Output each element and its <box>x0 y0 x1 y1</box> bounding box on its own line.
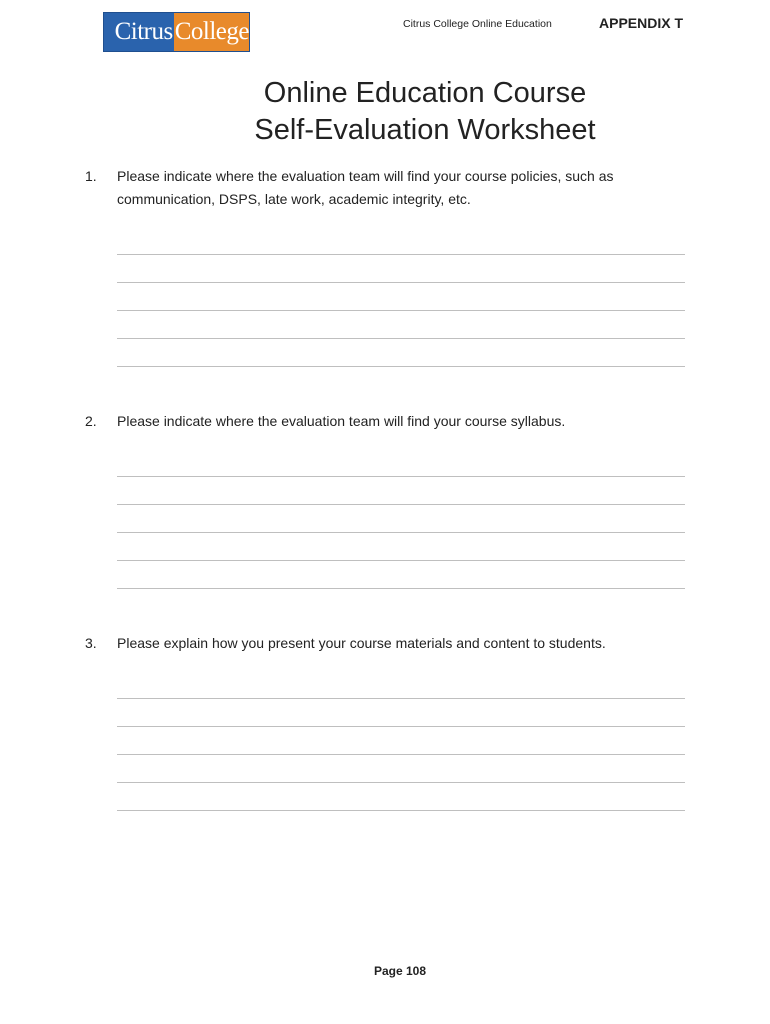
answer-line[interactable] <box>117 310 685 311</box>
answer-line[interactable] <box>117 726 685 727</box>
answer-line[interactable] <box>117 254 685 255</box>
answer-line[interactable] <box>117 754 685 755</box>
question-3-text: Please explain how you present your course materials and content to students. <box>117 635 606 651</box>
answer-line[interactable] <box>117 282 685 283</box>
page-title-line-2: Self-Evaluation Worksheet <box>254 114 596 146</box>
question-1-text: Please indicate where the evaluation team will find your course policies, such as communication, DSPS, late work, academic integrity, etc. <box>117 168 614 207</box>
question-2-number: 2. <box>85 413 97 429</box>
question-3-number: 3. <box>85 635 97 651</box>
answer-line[interactable] <box>117 810 685 811</box>
logo-citrus-text: Citrus <box>104 13 174 51</box>
logo-college-text: College <box>174 13 249 51</box>
answer-line[interactable] <box>117 588 685 589</box>
answer-line[interactable] <box>117 366 685 367</box>
citrus-college-logo <box>103 12 250 52</box>
page-number: Page 108 <box>373 964 427 978</box>
answer-line[interactable] <box>117 560 685 561</box>
question-2-text: Please indicate where the evaluation team will find your course syllabus. <box>117 413 566 429</box>
answer-line[interactable] <box>117 504 685 505</box>
answer-line[interactable] <box>117 532 685 533</box>
appendix-label: APPENDIX T <box>599 15 684 31</box>
header-department: Citrus College Online Education <box>403 18 552 30</box>
page-title-line-1: Online Education Course <box>263 77 587 109</box>
answer-line[interactable] <box>117 338 685 339</box>
question-1-number: 1. <box>85 168 97 184</box>
answer-line[interactable] <box>117 476 685 477</box>
answer-line[interactable] <box>117 698 685 699</box>
answer-line[interactable] <box>117 782 685 783</box>
